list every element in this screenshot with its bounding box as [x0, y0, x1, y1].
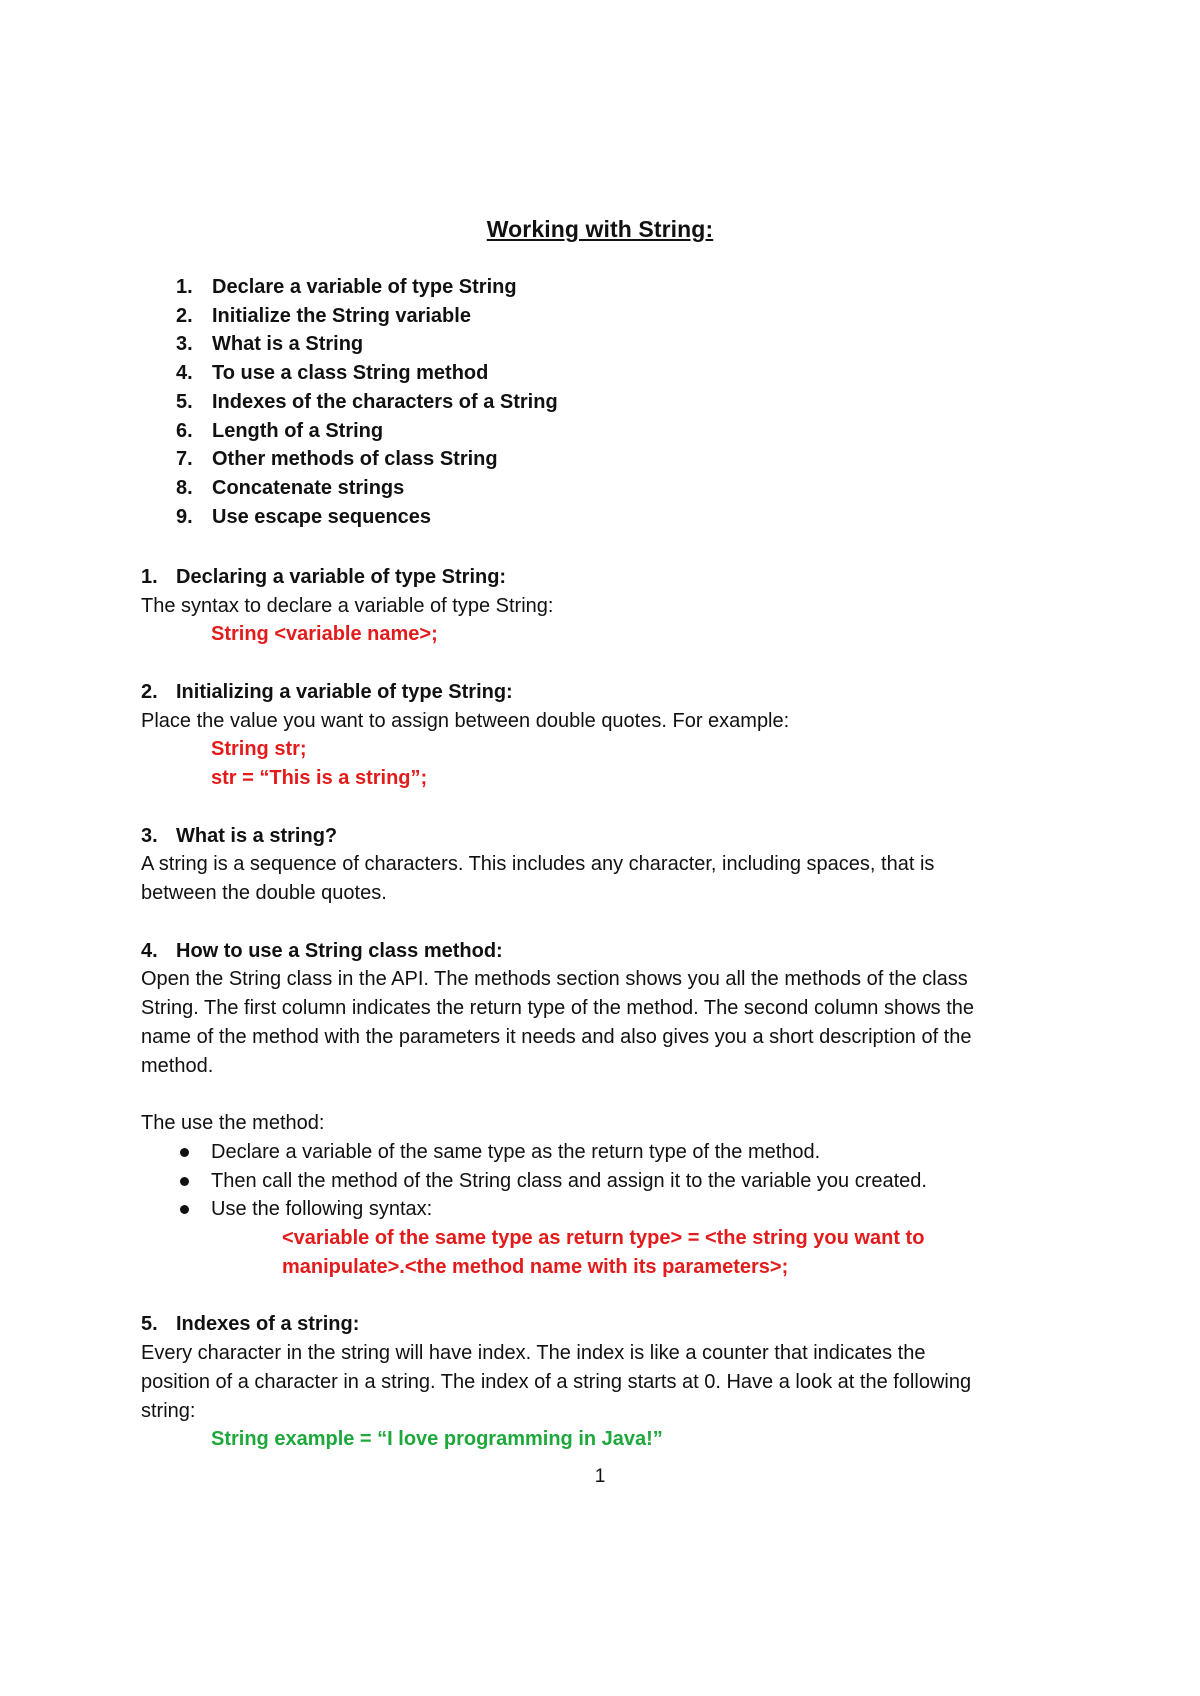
paragraph-line: Every character in the string will have index. The index is like a counter that indicates the: [141, 1342, 926, 1365]
page-title: Working with String:: [486, 216, 714, 242]
toc-item: [176, 273, 876, 302]
toc-text: Other methods of class String: [212, 448, 498, 471]
toc-number: 1.: [176, 275, 193, 298]
document-body: [141, 563, 1061, 1454]
section-heading-declaring: [141, 563, 1061, 592]
paragraph-line: A string is a sequence of characters. This includes any character, including spaces, that is: [141, 853, 935, 876]
code-line-example: String example = “I love programming in Java!”: [211, 1428, 663, 1451]
toc-text: To use a class String method: [212, 362, 489, 385]
toc-number: 9.: [176, 505, 193, 528]
toc-text: Length of a String: [212, 419, 384, 442]
toc-text: Use escape sequences: [212, 505, 432, 528]
paragraph-line: Open the String class in the API. The methods section shows you all the methods of the class: [141, 968, 968, 991]
toc-item: [176, 331, 876, 360]
section-number: 5.: [141, 1313, 158, 1336]
bullet-icon: [180, 1205, 189, 1214]
toc-text: Initialize the String variable: [212, 304, 471, 327]
section-heading-text: What is a string?: [176, 824, 338, 847]
toc-item: [176, 474, 876, 503]
spacer: [141, 793, 1061, 822]
toc-number: 4.: [176, 362, 193, 385]
section-number: 1.: [141, 565, 158, 588]
toc-number: 2.: [176, 304, 193, 327]
paragraph-line: between the double quotes.: [141, 882, 387, 905]
toc-item: [176, 503, 876, 532]
section-heading-text: Declaring a variable of type String:: [176, 565, 507, 588]
bullet-item: [141, 1196, 1061, 1225]
toc-number: 6.: [176, 419, 193, 442]
toc-item: [176, 359, 876, 388]
toc-number: 7.: [176, 448, 193, 471]
section-heading-text: Initializing a variable of type String:: [176, 680, 513, 703]
paragraph-line: name of the method with the parameters it needs and also gives you a short description of the: [141, 1025, 972, 1048]
section-heading-what-is-string: [141, 822, 1061, 851]
bullet-text: Use the following syntax:: [211, 1198, 433, 1221]
page-number: 1: [594, 1466, 606, 1487]
code-line: <variable of the same type as return type> = <the string you want to: [282, 1227, 925, 1250]
paragraph-line: The use the method:: [141, 1112, 325, 1135]
paragraph-line: Place the value you want to assign between double quotes. For example:: [141, 709, 790, 732]
section-heading-initializing: [141, 678, 1061, 707]
bullet-text: Then call the method of the String class and assign it to the variable you created.: [211, 1169, 927, 1192]
table-of-contents: [176, 273, 876, 532]
spacer: [141, 649, 1061, 678]
section-heading-text: Indexes of a string:: [176, 1313, 360, 1336]
bullet-icon: [180, 1148, 189, 1157]
code-line: str = “This is a string”;: [211, 767, 428, 790]
toc-text: Concatenate strings: [212, 477, 405, 500]
toc-item: [176, 417, 876, 446]
toc-item: [176, 446, 876, 475]
code-line: String str;: [211, 738, 307, 761]
paragraph-line: String. The first column indicates the return type of the method. The second column shows the: [141, 997, 975, 1020]
toc-text: Declare a variable of type String: [212, 275, 517, 298]
toc-text: What is a String: [212, 333, 364, 356]
code-line: String <variable name>;: [211, 623, 438, 646]
toc-text: Indexes of the characters of a String: [212, 390, 558, 413]
toc-number: 5.: [176, 390, 193, 413]
toc-number: 3.: [176, 333, 193, 356]
spacer: [141, 1081, 1061, 1110]
bullet-icon: [180, 1177, 189, 1186]
section-number: 2.: [141, 680, 158, 703]
section-heading-class-method: [141, 937, 1061, 966]
toc-item: [176, 302, 876, 331]
section-heading-indexes: [141, 1311, 1061, 1340]
toc-item: [176, 388, 876, 417]
spacer: [141, 908, 1061, 937]
paragraph-line: position of a character in a string. The index of a string starts at 0. Have a look at the following: [141, 1370, 972, 1393]
section-number: 3.: [141, 824, 158, 847]
paragraph-line: method.: [141, 1054, 214, 1077]
section-heading-text: How to use a String class method:: [176, 939, 503, 962]
spacer: [141, 1282, 1061, 1311]
bullet-item: [141, 1138, 1061, 1167]
toc-number: 8.: [176, 477, 193, 500]
bullet-text: Declare a variable of the same type as the return type of the method.: [211, 1140, 821, 1163]
section-number: 4.: [141, 939, 158, 962]
code-line: manipulate>.<the method name with its parameters>;: [282, 1255, 789, 1278]
bullet-item: [141, 1167, 1061, 1196]
paragraph-line: string:: [141, 1399, 196, 1422]
paragraph-line: The syntax to declare a variable of type String:: [141, 594, 554, 617]
